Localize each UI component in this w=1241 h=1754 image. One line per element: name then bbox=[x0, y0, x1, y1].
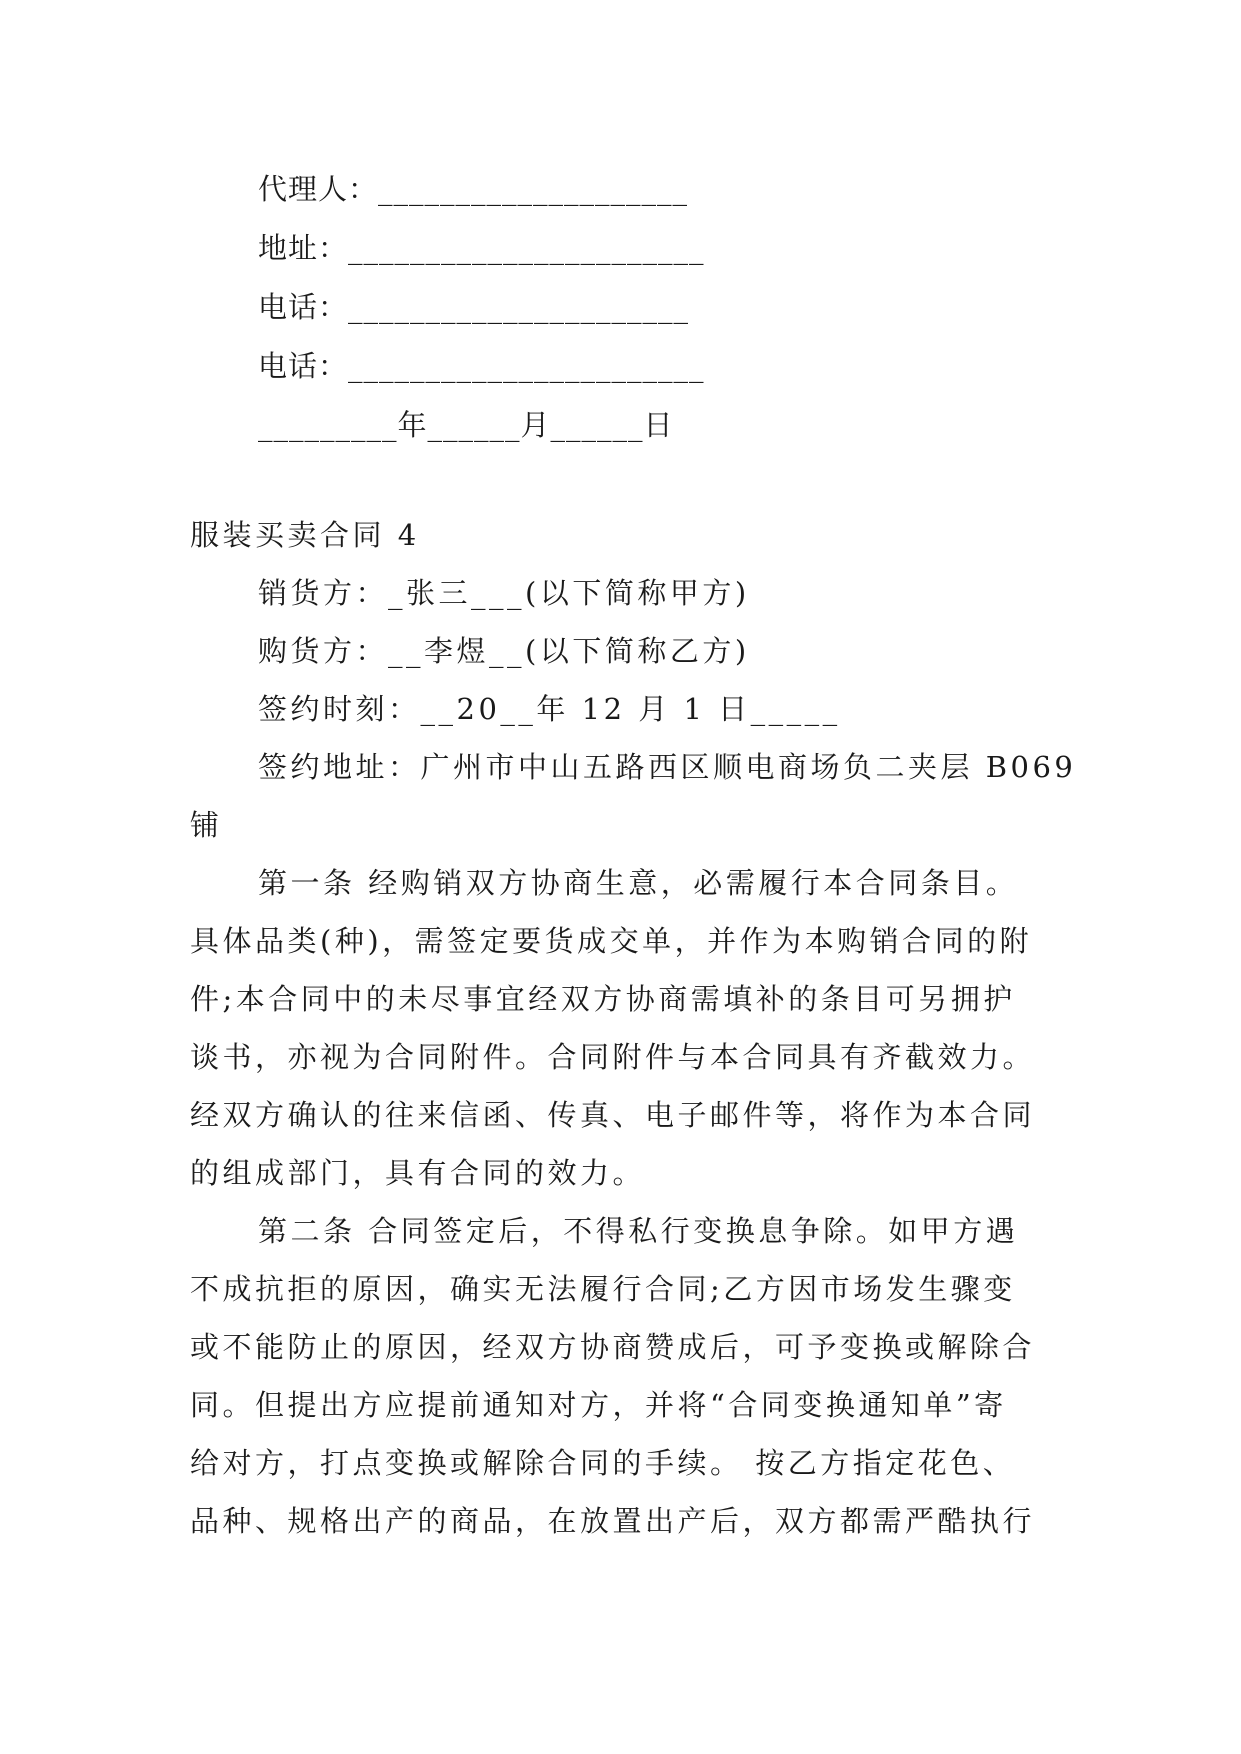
article-line: 件;本合同中的未尽事宜经双方协商需填补的条目可另拥护 bbox=[190, 982, 1016, 1016]
article-line: 同。但提出方应提前通知对方，并将“合同变换通知单”寄 bbox=[190, 1388, 1007, 1422]
article-line: 的组成部门，具有合同的效力。 bbox=[190, 1156, 646, 1190]
phone-field: 电话：_______________________ bbox=[258, 349, 705, 383]
sign-place-line: 签约地址：广州市中山五路西区顺电商场负二夹层 B069 bbox=[258, 750, 1077, 784]
article-1 bbox=[190, 854, 1070, 1202]
buyer-line: 购货方：__李煜__(以下简称乙方) bbox=[258, 634, 750, 668]
article-line: 不成抗拒的原因，确实无法履行合同;乙方因市场发生骤变 bbox=[190, 1272, 1016, 1306]
contract-title: 服装买卖合同 4 bbox=[190, 518, 420, 552]
sign-time-line: 签约时刻：__20__年 12 月 1 日_____ bbox=[258, 692, 841, 726]
signature-block bbox=[258, 160, 1058, 455]
sign-place-line-continued: 铺 bbox=[190, 808, 223, 842]
article-line: 品种、规格出产的商品，在放置出产后，双方都需严酷执行 bbox=[190, 1504, 1036, 1538]
article-line: 第一条 经购销双方协商生意，必需履行本合同条目。 bbox=[258, 866, 1019, 900]
address-field: 地址：_______________________ bbox=[258, 231, 705, 265]
article-2 bbox=[190, 1202, 1070, 1550]
article-line: 经双方确认的往来信函、传真、电子邮件等，将作为本合同 bbox=[190, 1098, 1036, 1132]
seller-line: 销货方：_张三___(以下简称甲方) bbox=[258, 576, 750, 610]
contract-body bbox=[190, 506, 1077, 1550]
article-line: 具体品类(种)，需签定要货成交单，并作为本购销合同的附 bbox=[190, 924, 1033, 958]
article-line: 谈书，亦视为合同附件。合同附件与本合同具有齐截效力。 bbox=[190, 1040, 1036, 1074]
article-line: 第二条 合同签定后，不得私行变换息争除。如甲方遇 bbox=[258, 1214, 1019, 1248]
agent-field: 代理人：____________________ bbox=[258, 172, 689, 206]
date-field: _________年______月______日 bbox=[258, 408, 674, 442]
article-line: 给对方，打点变换或解除合同的手续。 按乙方指定花色、 bbox=[190, 1446, 1016, 1480]
article-line: 或不能防止的原因，经双方协商赞成后，可予变换或解除合 bbox=[190, 1330, 1036, 1364]
phone-field: 电话：______________________ bbox=[258, 290, 690, 324]
